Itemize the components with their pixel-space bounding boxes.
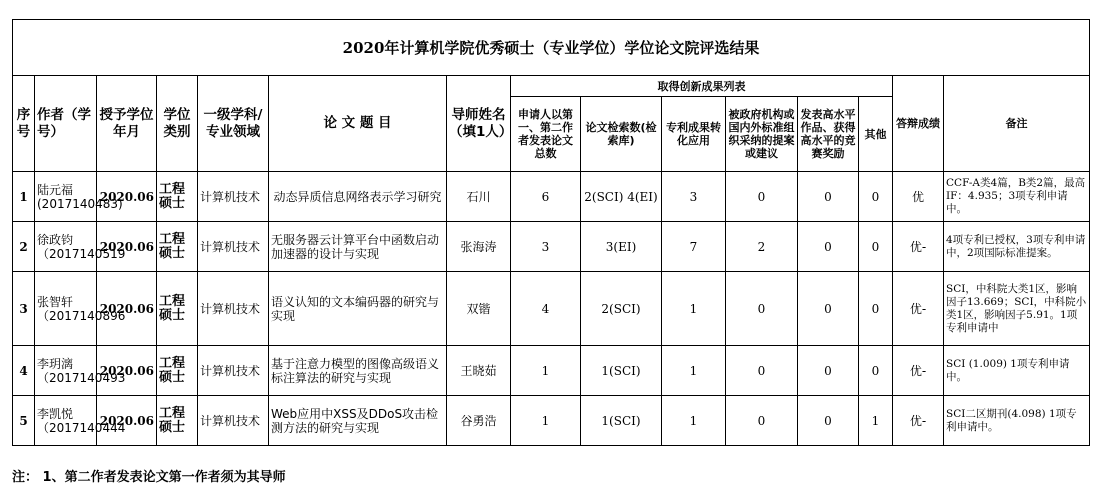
cell-defense: 优- <box>893 396 944 446</box>
header-ach-patent: 专利成果转化应用 <box>662 97 726 172</box>
cell-field: 计算机技术 <box>198 272 269 346</box>
table-row <box>13 396 1090 446</box>
cell-index: 1(SCI) <box>581 346 662 396</box>
header-seq: 序号 <box>13 76 35 172</box>
header-field: 一级学科/专业领域 <box>198 76 269 172</box>
cell-index: 3(EI) <box>581 222 662 272</box>
cell-field: 计算机技术 <box>198 396 269 446</box>
cell-gov: 2 <box>726 222 798 272</box>
header-defense: 答辩成绩 <box>893 76 944 172</box>
cell-advisor: 张海涛 <box>447 222 511 272</box>
cell-degree-type: 工程硕士 <box>157 272 198 346</box>
table-row <box>13 346 1090 396</box>
header-ach-other: 其他 <box>859 97 893 172</box>
cell-remarks: CCF-A类4篇，B类2篇，最高IF：4.935；3项专利申请中。 <box>944 172 1090 222</box>
cell-author: 李玥漓（2017140493 <box>35 346 97 396</box>
cell-works: 0 <box>798 396 859 446</box>
cell-field: 计算机技术 <box>198 222 269 272</box>
cell-index: 2(SCI) 4(EI) <box>581 172 662 222</box>
cell-advisor: 石川 <box>447 172 511 222</box>
cell-date: 2020.06 <box>97 222 157 272</box>
cell-thesis-title: 基于注意力模型的图像高级语义标注算法的研究与实现 <box>269 346 447 396</box>
cell-patent: 3 <box>662 172 726 222</box>
header-author: 作者（学号） <box>35 76 97 172</box>
cell-remarks: SCI (1.009) 1项专利申请中。 <box>944 346 1090 396</box>
cell-seq: 5 <box>13 396 35 446</box>
header-date: 授予学位年月 <box>97 76 157 172</box>
cell-other: 0 <box>859 222 893 272</box>
header-advisor: 导师姓名（填1人） <box>447 76 511 172</box>
header-thesis-title: 论 文 题 目 <box>269 76 447 172</box>
footnote: 注： 1、第二作者发表论文第一作者须为其导师 <box>12 470 286 485</box>
table-row <box>13 272 1090 346</box>
cell-gov: 0 <box>726 396 798 446</box>
cell-degree-type: 工程硕士 <box>157 222 198 272</box>
cell-seq: 2 <box>13 222 35 272</box>
cell-other: 0 <box>859 346 893 396</box>
cell-remarks: 4项专利已授权，3项专利申请中，2项国际标准提案。 <box>944 222 1090 272</box>
table-row <box>13 222 1090 272</box>
header-remarks: 备注 <box>944 76 1090 172</box>
cell-index: 2(SCI) <box>581 272 662 346</box>
cell-author: 李凯悦（2017140444 <box>35 396 97 446</box>
header-ach-gov: 被政府机构或国内外标准组织采纳的提案或建议 <box>726 97 798 172</box>
cell-remarks: SCI，中科院大类1区，影响因子13.669；SCI，中科院小类1区，影响因子5.91。1项专利申请中 <box>944 272 1090 346</box>
cell-remarks: SCI二区期刊(4.098) 1项专利申请中。 <box>944 396 1090 446</box>
cell-author: 徐政钧（2017140519 <box>35 222 97 272</box>
table-row <box>13 172 1090 222</box>
header-ach-works: 发表高水平作品、获得高水平的竞赛奖励 <box>798 97 859 172</box>
cell-seq: 3 <box>13 272 35 346</box>
cell-gov: 0 <box>726 272 798 346</box>
cell-degree-type: 工程硕士 <box>157 346 198 396</box>
cell-patent: 1 <box>662 272 726 346</box>
cell-papers: 1 <box>511 346 581 396</box>
cell-works: 0 <box>798 272 859 346</box>
header-achievements: 取得创新成果列表 <box>511 76 893 97</box>
cell-degree-type: 工程硕士 <box>157 396 198 446</box>
page-title: 2020年计算机学院优秀硕士（专业学位）学位论文院评选结果 <box>13 20 1090 76</box>
cell-date: 2020.06 <box>97 346 157 396</box>
cell-defense: 优- <box>893 222 944 272</box>
cell-other: 0 <box>859 172 893 222</box>
cell-thesis-title: 动态异质信息网络表示学习研究 <box>269 172 447 222</box>
cell-other: 0 <box>859 272 893 346</box>
cell-thesis-title: 无服务器云计算平台中函数启动加速器的设计与实现 <box>269 222 447 272</box>
cell-patent: 1 <box>662 346 726 396</box>
cell-patent: 1 <box>662 396 726 446</box>
cell-papers: 1 <box>511 396 581 446</box>
cell-seq: 4 <box>13 346 35 396</box>
cell-defense: 优- <box>893 272 944 346</box>
cell-papers: 4 <box>511 272 581 346</box>
header-ach-papers: 申请人以第一、第二作者发表论文总数 <box>511 97 581 172</box>
cell-patent: 7 <box>662 222 726 272</box>
cell-date: 2020.06 <box>97 396 157 446</box>
cell-author: 张智轩（2017140896 <box>35 272 97 346</box>
cell-papers: 3 <box>511 222 581 272</box>
cell-field: 计算机技术 <box>198 346 269 396</box>
cell-gov: 0 <box>726 172 798 222</box>
cell-defense: 优- <box>893 346 944 396</box>
cell-degree-type: 工程硕士 <box>157 172 198 222</box>
cell-other: 1 <box>859 396 893 446</box>
results-table <box>12 19 1090 446</box>
header-degree-type: 学位类别 <box>157 76 198 172</box>
cell-papers: 6 <box>511 172 581 222</box>
header-ach-index: 论文检索数(检索库) <box>581 97 662 172</box>
cell-index: 1(SCI) <box>581 396 662 446</box>
cell-works: 0 <box>798 222 859 272</box>
cell-field: 计算机技术 <box>198 172 269 222</box>
cell-advisor: 双锴 <box>447 272 511 346</box>
cell-date: 2020.06 <box>97 172 157 222</box>
cell-thesis-title: Web应用中XSS及DDoS攻击检测方法的研究与实现 <box>269 396 447 446</box>
cell-advisor: 谷勇浩 <box>447 396 511 446</box>
cell-seq: 1 <box>13 172 35 222</box>
cell-advisor: 王晓茹 <box>447 346 511 396</box>
cell-gov: 0 <box>726 346 798 396</box>
cell-thesis-title: 语义认知的文本编码器的研究与实现 <box>269 272 447 346</box>
cell-author: 陆元福(2017140483) <box>35 172 97 222</box>
cell-date: 2020.06 <box>97 272 157 346</box>
cell-works: 0 <box>798 172 859 222</box>
cell-works: 0 <box>798 346 859 396</box>
cell-defense: 优 <box>893 172 944 222</box>
